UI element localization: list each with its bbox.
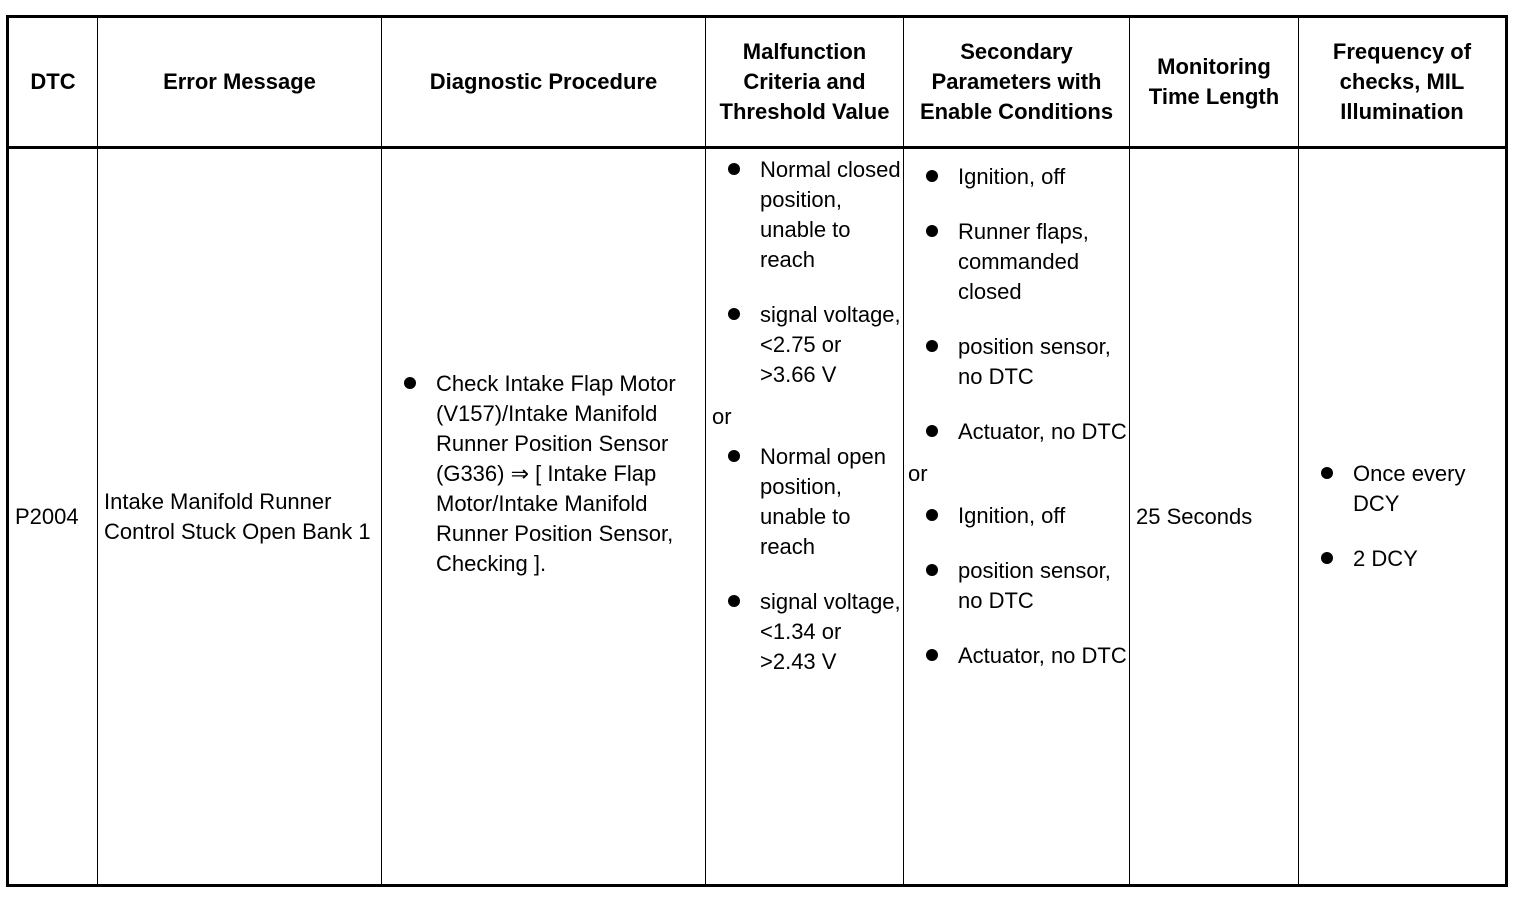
list-item — [382, 369, 701, 579]
list-item-text: position sensor, no DTC — [958, 558, 1111, 613]
list-item-text: signal voltage, <1.34 or >2.43 V — [760, 589, 901, 674]
cell-dtc — [8, 148, 98, 886]
list-item-text: Ignition, off — [958, 164, 1066, 189]
list-item — [904, 332, 1129, 392]
bullet-icon — [728, 163, 740, 175]
bullet-icon — [926, 170, 938, 182]
list-item-text: Actuator, no DTC — [958, 643, 1127, 668]
bullet-icon — [926, 509, 938, 521]
cell-monitoring-time — [1130, 148, 1299, 886]
list-item — [904, 556, 1129, 616]
list-item — [904, 162, 1129, 192]
list-item — [1299, 459, 1505, 519]
list-item — [706, 587, 903, 677]
error-message-text: Intake Manifold Runner Control Stuck Open Bank 1 — [104, 488, 371, 544]
bullet-icon — [926, 564, 938, 576]
bullet-icon — [926, 340, 938, 352]
table-row — [8, 148, 1507, 886]
malfunction-group-2 — [706, 442, 903, 677]
header-malfunction-criteria: Malfunction Criteria and Threshold Value — [706, 17, 904, 148]
bullet-icon — [728, 450, 740, 462]
header-dtc: DTC — [8, 17, 98, 148]
secondary-group-1 — [904, 162, 1129, 447]
header-secondary-parameters: Secondary Parameters with Enable Conditions — [904, 17, 1130, 148]
list-item-text: Runner flaps, commanded closed — [958, 219, 1089, 304]
bullet-icon — [926, 425, 938, 437]
bullet-icon — [404, 377, 416, 389]
secondary-group-2 — [904, 501, 1129, 671]
cell-frequency — [1299, 148, 1507, 886]
list-item-text: Normal closed position, unable to reach — [760, 157, 901, 272]
list-item — [706, 442, 903, 562]
list-item — [904, 501, 1129, 531]
frequency-list — [1299, 459, 1505, 574]
list-item-text: Once every DCY — [1353, 461, 1466, 516]
bullet-icon — [1321, 552, 1333, 564]
list-item — [706, 300, 903, 390]
cell-error-message — [98, 148, 382, 886]
header-row — [8, 17, 1507, 148]
list-item — [904, 417, 1129, 447]
list-item-text: Ignition, off — [958, 503, 1066, 528]
cell-diagnostic-procedure — [382, 148, 706, 886]
malfunction-group-1 — [706, 155, 903, 390]
cell-secondary-parameters — [904, 148, 1130, 886]
list-item-text: signal voltage, <2.75 or >3.66 V — [760, 302, 901, 387]
procedure-text: Check Intake Flap Motor (V157)/Intake Manifold Runner Position Sensor (G336) ⇒ [ Intake Flap Motor/Intake Manifold Runner Position Sensor, Checking ]. — [436, 371, 676, 576]
monitoring-time-text: 25 Seconds — [1136, 503, 1253, 529]
header-monitoring-time: Monitoring Time Length — [1130, 17, 1299, 148]
list-item — [904, 217, 1129, 307]
bullet-icon — [728, 308, 740, 320]
bullet-icon — [1321, 467, 1333, 479]
list-item-text: Normal open position, unable to reach — [760, 444, 886, 559]
header-error-message: Error Message — [98, 17, 382, 148]
list-item — [706, 155, 903, 275]
list-item-text: position sensor, no DTC — [958, 334, 1111, 389]
cell-malfunction-criteria — [706, 148, 904, 886]
or-separator: or — [712, 404, 732, 429]
header-frequency: Frequency of checks, MIL Illumination — [1299, 17, 1507, 148]
procedure-list — [382, 369, 701, 579]
bullet-icon — [926, 225, 938, 237]
dtc-code: P2004 — [15, 503, 79, 529]
header-diagnostic-procedure: Diagnostic Procedure — [382, 17, 706, 148]
list-item-text: Actuator, no DTC — [958, 419, 1127, 444]
or-separator: or — [908, 461, 928, 486]
bullet-icon — [926, 649, 938, 661]
dtc-table — [6, 15, 1508, 887]
list-item-text: 2 DCY — [1353, 546, 1418, 571]
list-item — [1299, 544, 1505, 574]
list-item — [904, 641, 1129, 671]
bullet-icon — [728, 595, 740, 607]
